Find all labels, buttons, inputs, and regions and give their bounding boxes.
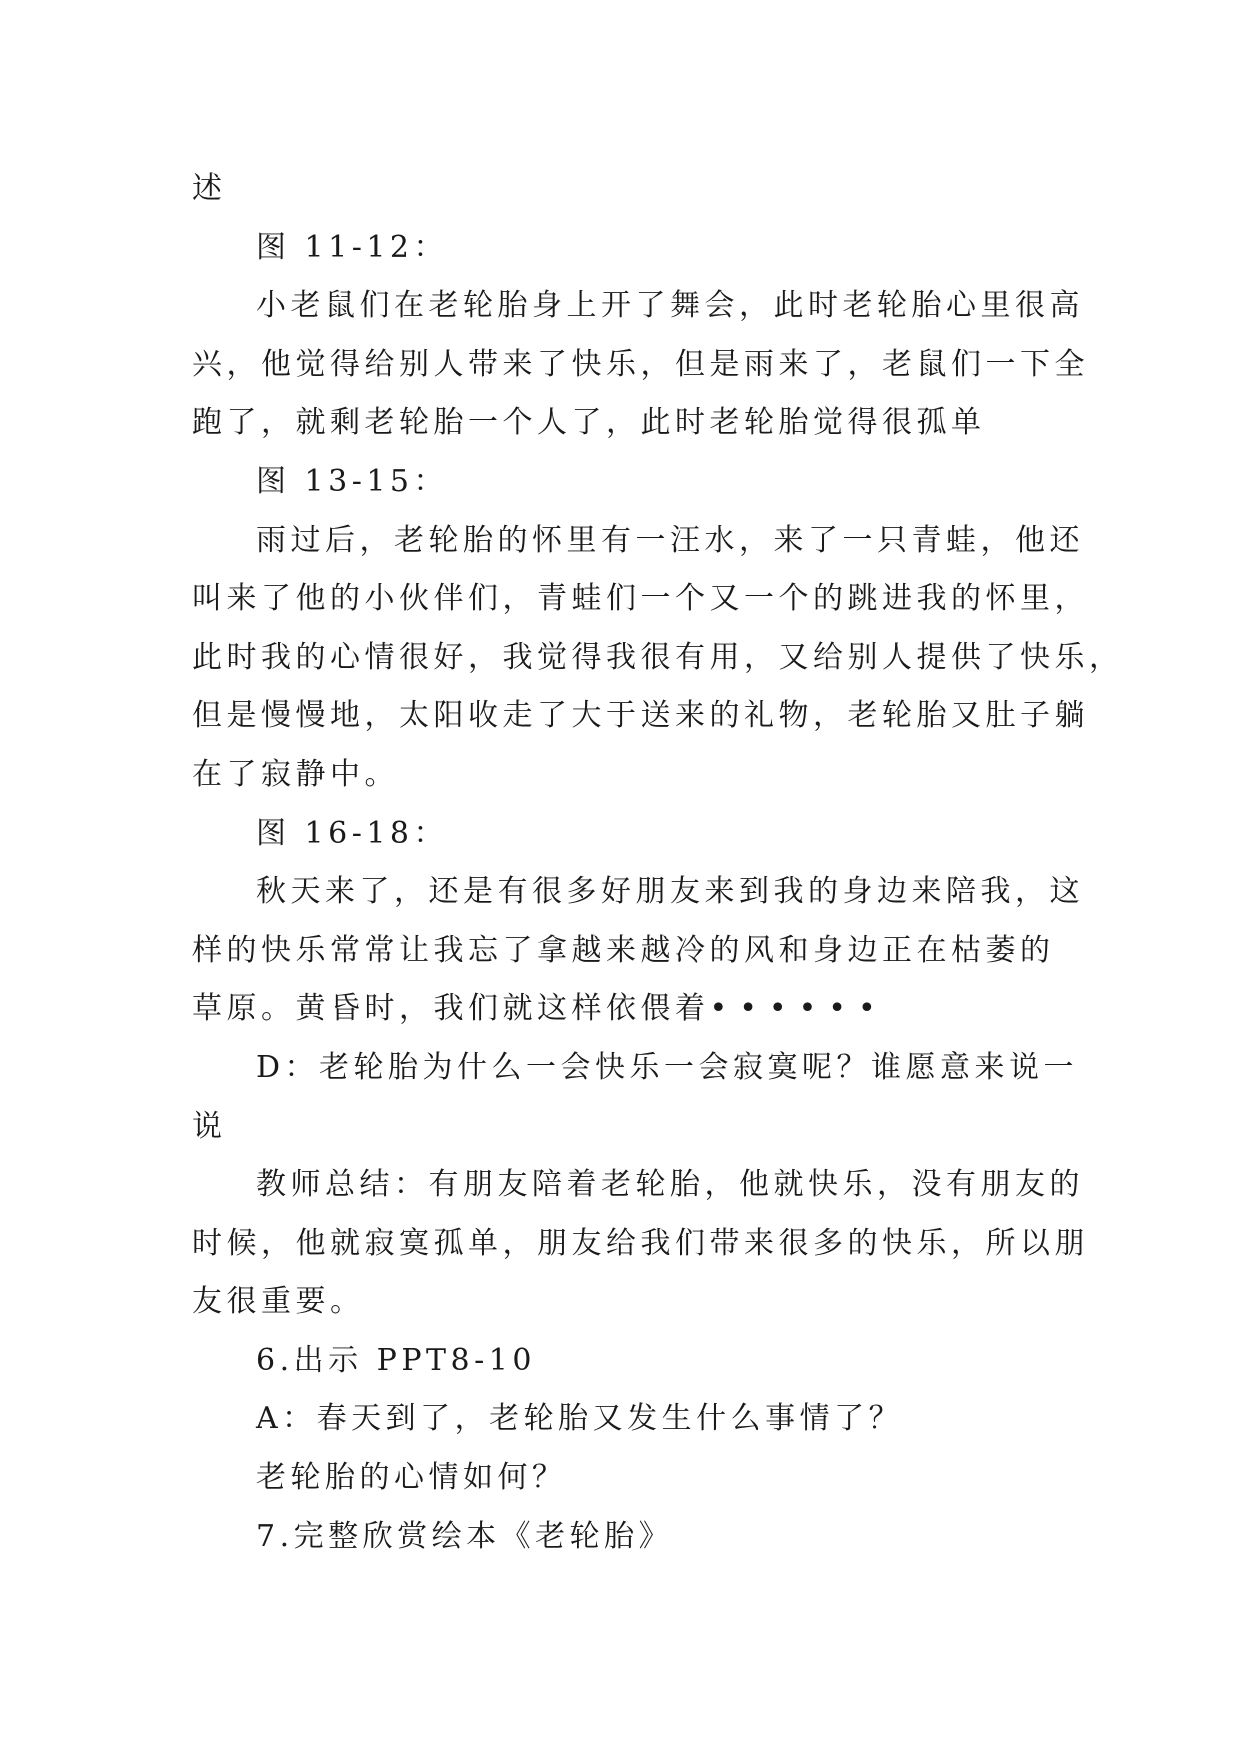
figure-heading: 图 11-12：: [256, 229, 449, 265]
text-line: 此时我的心情很好，我觉得我很有用，又给别人提供了快乐，: [192, 639, 1124, 675]
document-body: [192, 160, 1124, 1566]
text-line: 述: [192, 171, 227, 206]
text-segment: 草原。黄昏时，我们就这样依偎着: [192, 991, 710, 1027]
question-line: 老轮胎的心情如何？: [256, 1460, 567, 1496]
summary-line: 教师总结：有朋友陪着老轮胎，他就快乐，没有朋友的: [256, 1167, 1084, 1203]
question-line: D：老轮胎为什么一会快乐一会寂寞呢？谁愿意来说一: [256, 1049, 1079, 1085]
step-line: 6.出示 PPT8-10: [256, 1342, 536, 1378]
text-line: 在了寂静中。: [192, 756, 399, 792]
text-line: 但是慢慢地，太阳收走了大于送来的礼物，老轮胎又肚子躺: [192, 698, 1089, 734]
text-line: 时候，他就寂寞孤单，朋友给我们带来很多的快乐，所以朋: [192, 1225, 1089, 1261]
text-line: 跑了，就剩老轮胎一个人了，此时老轮胎觉得很孤单: [192, 405, 986, 441]
text-line-with-ellipsis: [192, 980, 1058, 1039]
figure-heading: 图 16-18：: [256, 815, 449, 851]
text-line: 秋天来了，还是有很多好朋友来到我的身边来陪我，这: [256, 874, 1084, 910]
text-line: 友很重要。: [192, 1284, 365, 1320]
text-line: 小老鼠们在老轮胎身上开了舞会，此时老轮胎心里很高: [256, 288, 1084, 324]
text-line: 叫来了他的小伙伴们，青蛙们一个又一个的跳进我的怀里，: [192, 581, 1089, 617]
step-line: 7.完整欣赏绘本《老轮胎》: [256, 1518, 674, 1554]
text-line: 兴，他觉得给别人带来了快乐，但是雨来了，老鼠们一下全: [192, 346, 1089, 382]
ellipsis-dots: ••••••: [709, 991, 888, 1027]
text-line: 雨过后，老轮胎的怀里有一汪水，来了一只青蛙，他还: [256, 522, 1084, 558]
text-line: 说: [192, 1108, 227, 1144]
figure-heading: 图 13-15：: [256, 463, 449, 499]
text-line: 样的快乐常常让我忘了拿越来越冷的风和身边正在枯萎的: [192, 932, 1055, 968]
question-line: A：春天到了，老轮胎又发生什么事情了？: [256, 1401, 904, 1437]
